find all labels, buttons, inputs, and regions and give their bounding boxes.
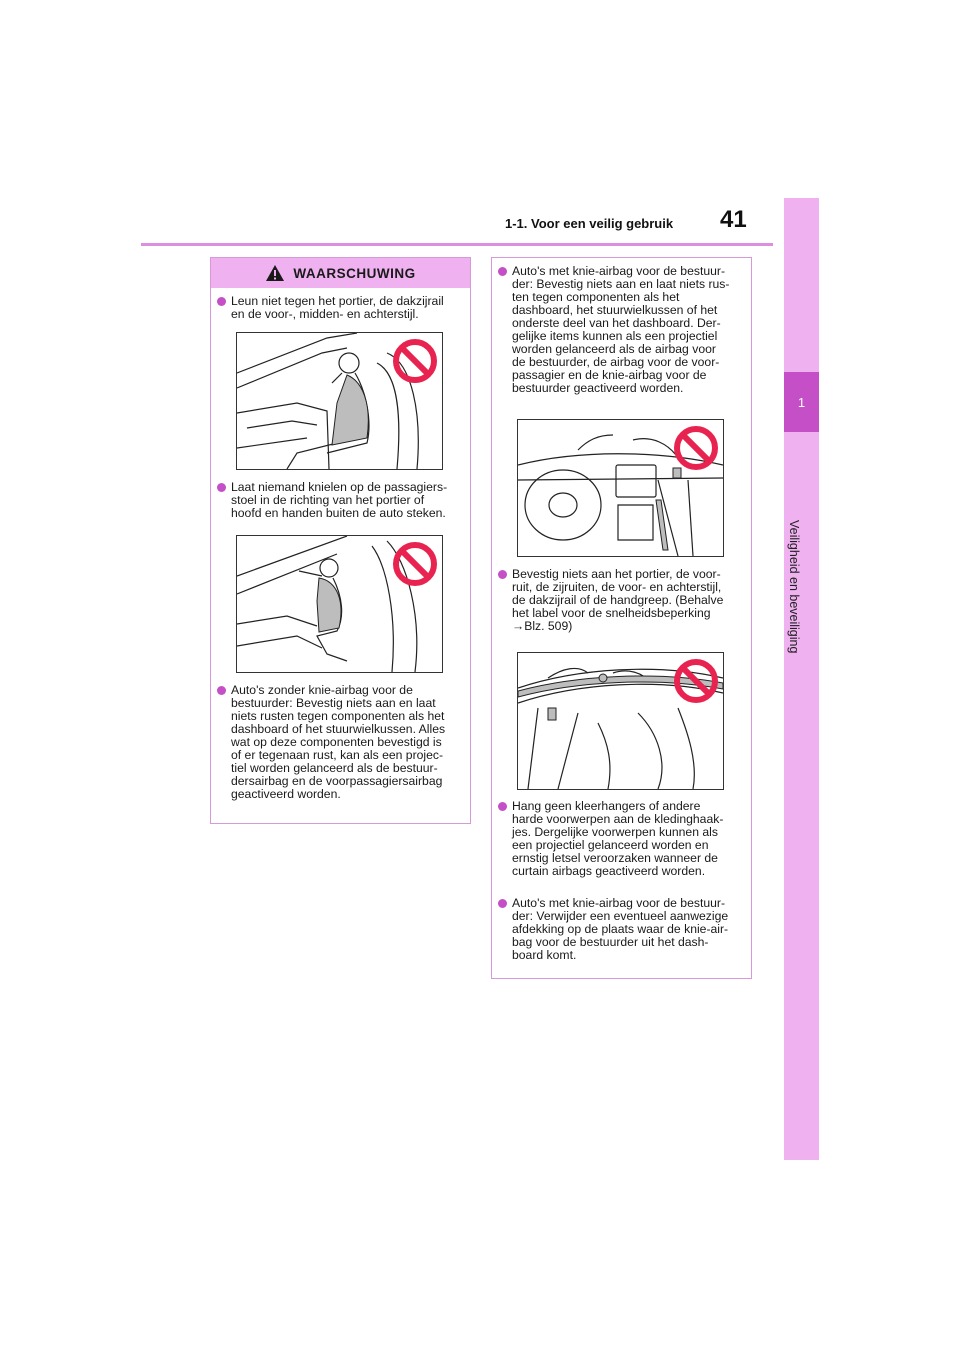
bullet-dot-icon (498, 899, 507, 908)
bullet-dot-icon (217, 297, 226, 306)
bullet-item (217, 481, 467, 520)
bullet-text: Auto's met knie-airbag voor de bestuur- der: Bevestig niets aan en laat niets rus- ten tegen componenten als het dashboard, het stuurwielkussen of het onderste deel van het dashboard. Der- gelijke items kunnen als een projectiel worden gelanceerd als de airbag voor de bestuurder, de airbag voor de voor- passagier en de knie-airbag voor de bestuurder geactiveerd worden. (512, 264, 730, 395)
bullet-item (498, 568, 748, 633)
bullet-text: Bevestig niets aan het portier, de voor- ruit, de zijruiten, de voor- en achterstijl, de dakzijrail of de handgreep. (Behalve het label voor de snelheidsbeperking →Blz. 509) (512, 567, 724, 633)
prohibited-icon (392, 338, 438, 384)
prohibited-icon (392, 541, 438, 587)
bullet-dot-icon (217, 483, 226, 492)
warning-triangle-icon (265, 264, 285, 282)
bullet-dot-icon (217, 686, 226, 695)
illustration-kneeling-on-seat (236, 535, 443, 673)
bullet-dot-icon (498, 570, 507, 579)
bullet-item (498, 800, 748, 878)
chapter-side-tab (784, 198, 819, 1160)
bullet-dot-icon (498, 802, 507, 811)
illustration-interior-pillars (517, 652, 724, 790)
bullet-item (217, 295, 467, 321)
header-divider (141, 243, 773, 246)
prohibited-icon (673, 658, 719, 704)
warning-title: WAARSCHUWING (293, 265, 416, 281)
bullet-text: Laat niemand knielen op de passagiers- stoel in de richting van het portier of hoofd en handen buiten de auto steken. (231, 480, 448, 520)
section-title: 1-1. Voor een veilig gebruik (505, 216, 674, 231)
prohibited-icon (673, 425, 719, 471)
warning-header (211, 258, 470, 288)
illustration-leaning-on-door (236, 332, 443, 470)
bullet-dot-icon (498, 267, 507, 276)
bullet-item (498, 265, 748, 395)
illustration-dashboard (517, 419, 724, 557)
page-number: 41 (720, 206, 747, 233)
bullet-text: Auto's met knie-airbag voor de bestuur- der: Verwijder een eventueel aanwezige afdekking op de plaats waar de knie-air- bag voor de bestuurder uit het dash- board komt. (512, 896, 729, 962)
bullet-text: Hang geen kleerhangers of andere harde voorwerpen aan de kledinghaak- jes. Dergelijke voorwerpen kunnen als een projectiel gelanceerd worden en ernstig letsel veroorzaken wanneer de curtain airbags geactiveerd worden. (512, 799, 724, 878)
chapter-number-tab[interactable]: 1 (784, 372, 819, 432)
bullet-item (217, 684, 467, 801)
bullet-text: Leun niet tegen het portier, de dakzijrail en de voor-, midden- en achterstijl. (231, 294, 444, 321)
chapter-title-vertical: Veiligheid en beveiliging (787, 520, 801, 654)
bullet-text: Auto's zonder knie-airbag voor de bestuurder: Bevestig niets aan en laat niets rusten tegen componenten als het dashboard of het stuurwielkussen. Alles wat op deze componenten bevestigd is of er tegenaan rust, kan als een projec- tiel worden gelanceerd als de bestuur- dersairbag en de voorpassagiersairbag geactiveerd worden. (231, 683, 446, 801)
bullet-item (498, 897, 748, 962)
